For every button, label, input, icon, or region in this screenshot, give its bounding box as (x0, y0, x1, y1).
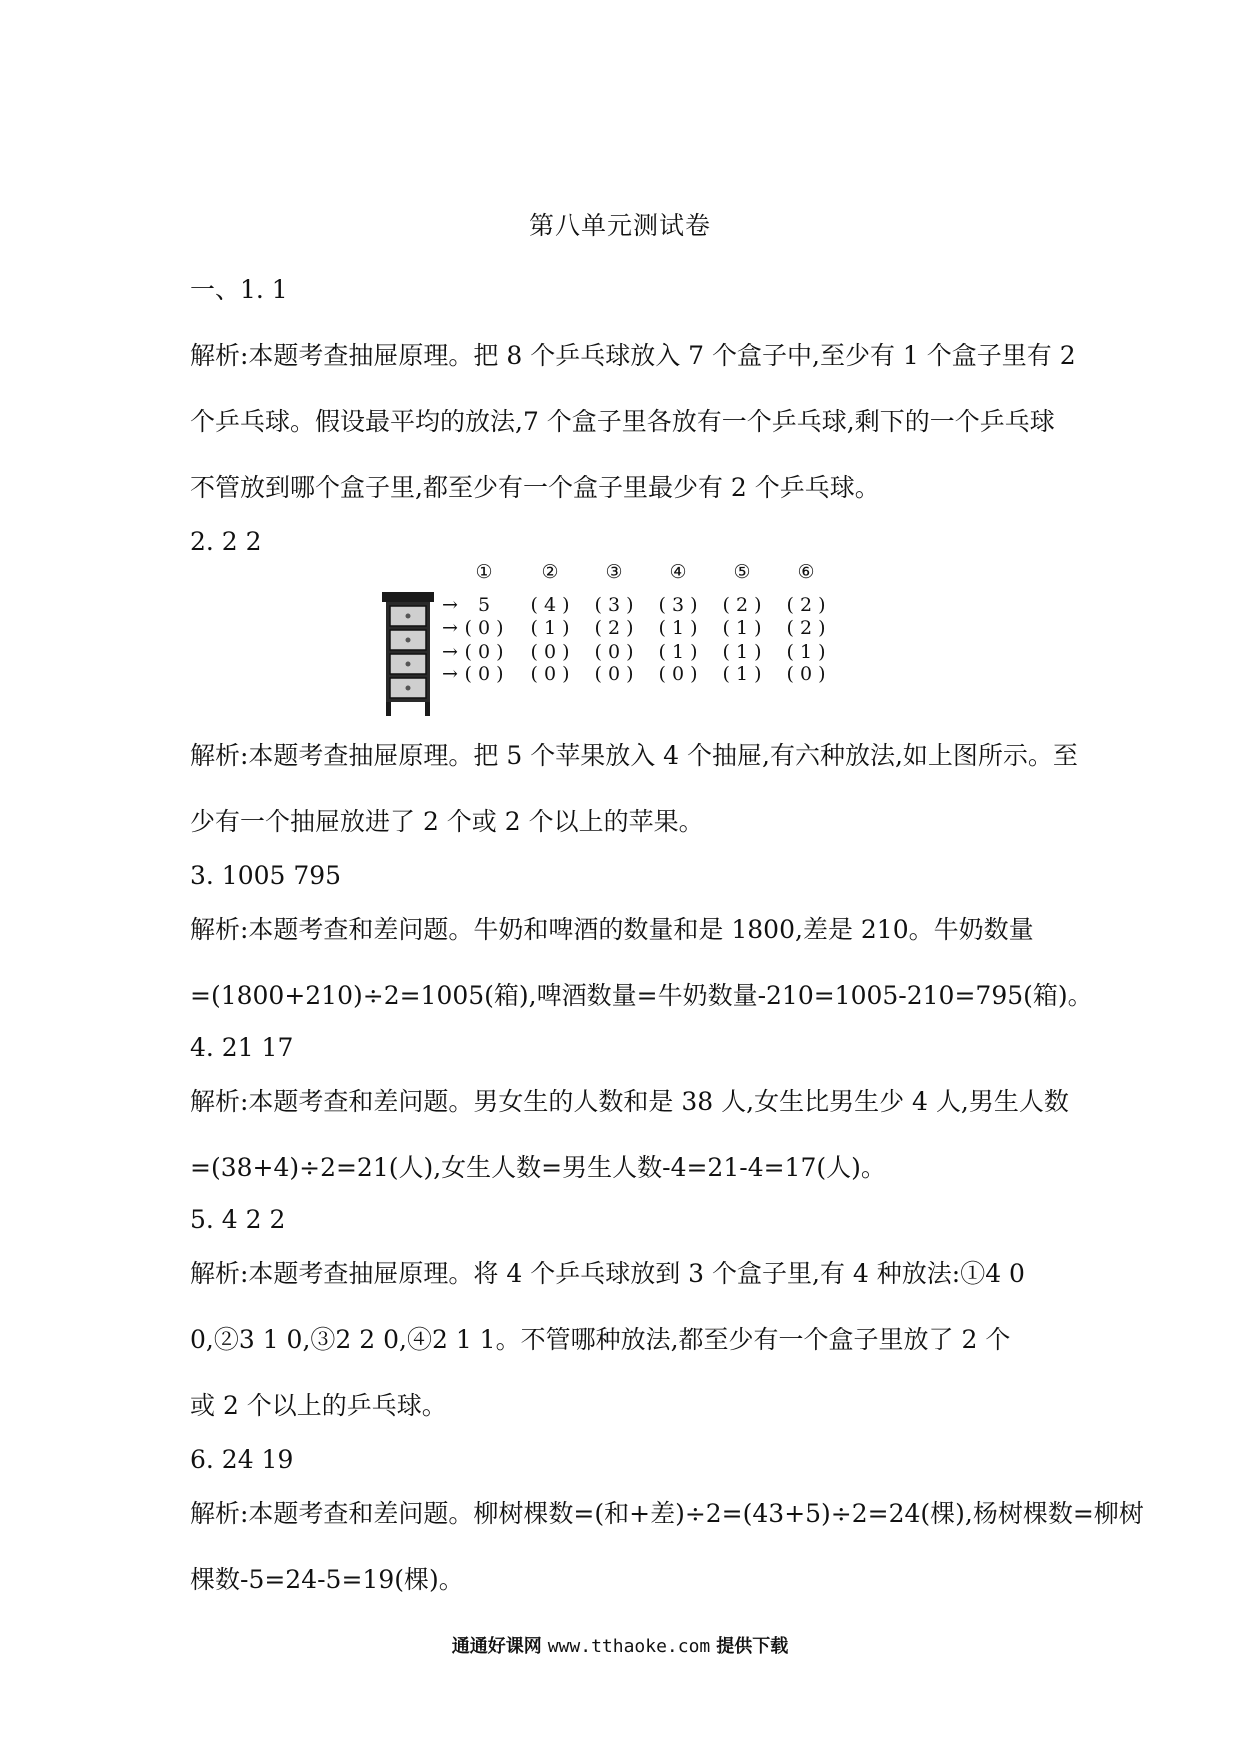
arrangement-cell: ( 3 ) (658, 594, 698, 616)
explanation-line: 棵数-5=24-5=19(棵)。 (190, 1565, 464, 1594)
arrangement-cell: ( 1 ) (722, 663, 762, 685)
arrangement-cell: ( 1 ) (530, 617, 570, 639)
row-arrow: → (442, 594, 458, 616)
arrangement-cell: ( 2 ) (786, 594, 826, 616)
method-header: ④ (669, 561, 687, 583)
answer-line: 6. 24 19 (190, 1445, 294, 1474)
explanation-line: 解析:本题考查抽屉原理。将 4 个乒乓球放到 3 个盒子里,有 4 种放法:①4 0 (190, 1259, 1025, 1288)
row-arrow: → (442, 617, 458, 639)
answer-line: 4. 21 17 (190, 1033, 294, 1062)
explanation-line: =(38+4)÷2=21(人),女生人数=男生人数-4=21-4=17(人)。 (190, 1153, 886, 1182)
arrangement-cell: ( 1 ) (658, 617, 698, 639)
arrangement-cell: ( 0 ) (594, 641, 634, 663)
page-title: 第八单元测试卷 (528, 211, 711, 240)
method-header: ⑥ (797, 561, 815, 583)
arrangement-cell: ( 1 ) (658, 641, 698, 663)
explanation-line: 解析:本题考查和差问题。牛奶和啤酒的数量和是 1800,差是 210。牛奶数量 (190, 915, 1034, 944)
drawer-figure (380, 560, 870, 720)
arrangement-cell: 5 (477, 594, 491, 616)
footer-site-name: 通通好课网 (451, 1636, 542, 1657)
footer-url: www.tthaoke.com (547, 1636, 711, 1657)
row-arrow: → (442, 641, 458, 663)
arrangement-cell: ( 0 ) (594, 663, 634, 685)
arrangement-cell: ( 0 ) (530, 663, 570, 685)
explanation-line: 不管放到哪个盒子里,都至少有一个盒子里最少有 2 个乒乓球。 (190, 473, 880, 502)
arrangement-cell: ( 4 ) (530, 594, 570, 616)
arrangement-cell: ( 1 ) (722, 617, 762, 639)
method-header: ② (541, 561, 559, 583)
answer-line: 5. 4 2 2 (190, 1205, 286, 1234)
method-header: ① (475, 561, 493, 583)
explanation-line: 解析:本题考查和差问题。男女生的人数和是 38 人,女生比男生少 4 人,男生人数 (190, 1087, 1069, 1116)
arrangement-table (442, 561, 826, 685)
footer-suffix: 提供下载 (716, 1636, 789, 1657)
explanation-line: 0,②3 1 0,③2 2 0,④2 1 1。不管哪种放法,都至少有一个盒子里放了 2 个 (190, 1325, 1011, 1354)
answer-line: 3. 1005 795 (190, 861, 342, 890)
page-footer (0, 1632, 1240, 1658)
arrangement-cell: ( 0 ) (464, 663, 504, 685)
arrangement-cell: ( 2 ) (722, 594, 762, 616)
explanation-line: 少有一个抽屉放进了 2 个或 2 个以上的苹果。 (190, 807, 704, 836)
explanation-line: =(1800+210)÷2=1005(箱),啤酒数量=牛奶数量-210=1005-210=795(箱)。 (190, 981, 1093, 1010)
row-arrow: → (442, 663, 458, 685)
answer-line: 2. 2 2 (190, 527, 262, 556)
drawer-cabinet-icon (382, 592, 434, 716)
explanation-line: 解析:本题考查抽屉原理。把 8 个乒乓球放入 7 个盒子中,至少有 1 个盒子里有 2 (190, 341, 1076, 370)
explanation-line: 个乒乓球。假设最平均的放法,7 个盒子里各放有一个乒乓球,剩下的一个乒乓球 (190, 407, 1055, 436)
arrangement-cell: ( 2 ) (594, 617, 634, 639)
method-header: ⑤ (733, 561, 751, 583)
answer-line: 一、1. 1 (190, 275, 288, 304)
arrangement-cell: ( 1 ) (786, 641, 826, 663)
arrangement-cell: ( 3 ) (594, 594, 634, 616)
explanation-line: 解析:本题考查和差问题。柳树棵数=(和+差)÷2=(43+5)÷2=24(棵),杨树棵数=柳树 (190, 1499, 1144, 1528)
arrangement-cell: ( 2 ) (786, 617, 826, 639)
arrangement-cell: ( 0 ) (464, 641, 504, 663)
arrangement-cell: ( 0 ) (464, 617, 504, 639)
method-header: ③ (605, 561, 623, 583)
arrangement-cell: ( 0 ) (530, 641, 570, 663)
arrangement-cell: ( 0 ) (658, 663, 698, 685)
arrangement-cell: ( 0 ) (786, 663, 826, 685)
arrangement-cell: ( 1 ) (722, 641, 762, 663)
explanation-line: 或 2 个以上的乒乓球。 (190, 1391, 447, 1420)
explanation-line: 解析:本题考查抽屉原理。把 5 个苹果放入 4 个抽屉,有六种放法,如上图所示。至 (190, 741, 1078, 770)
